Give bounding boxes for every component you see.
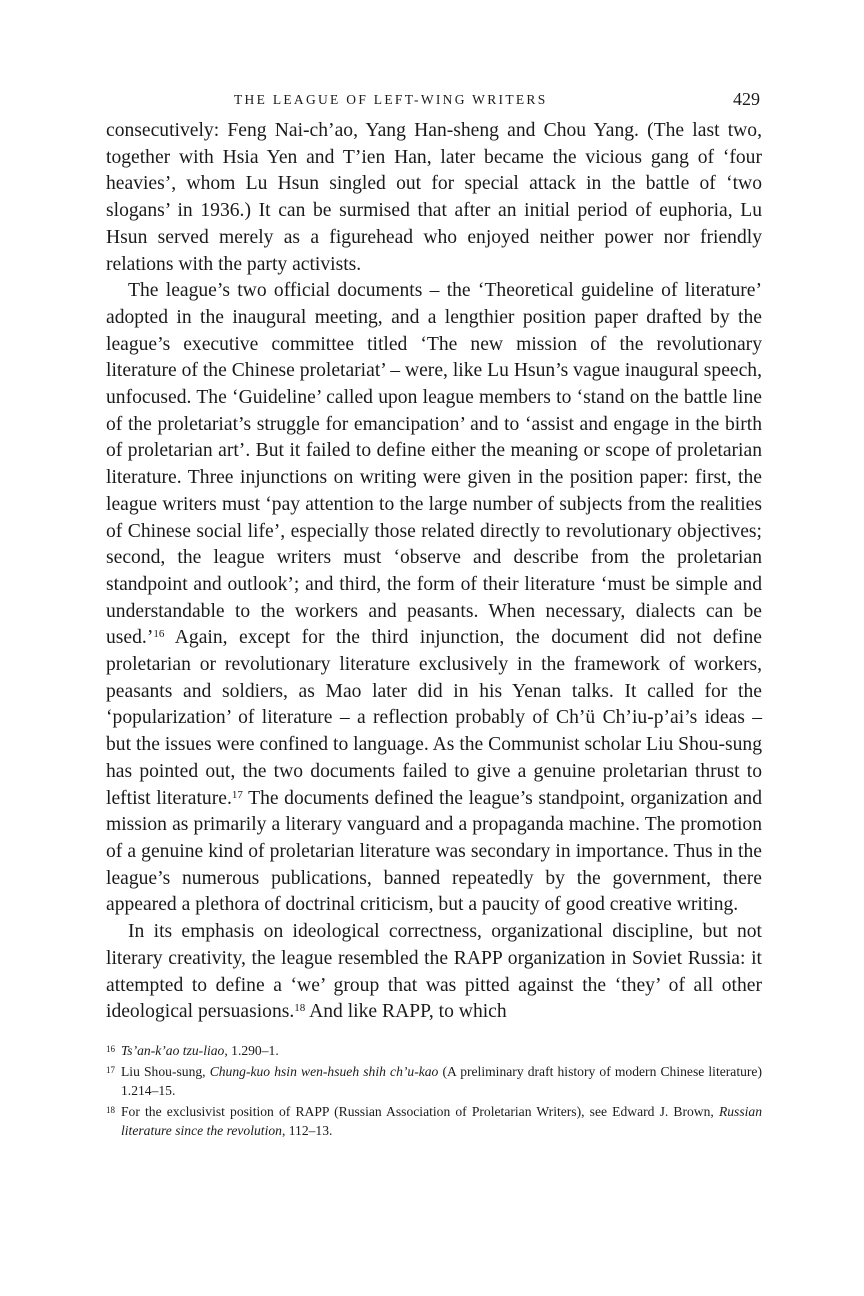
- paragraph-text: The documents defined the league’s standpoint, organization and mission as primarily a literary vanguard and a propaganda machine. The promotion of a genuine kind of proletarian literature was secondary in importance. Thus in the league’s numerous publications, banned repeatedly by the government, there appeared a plethora of doctrinal criticism, but a paucity of good creative writing.: [106, 787, 762, 916]
- footnote-number: 16: [106, 1043, 115, 1054]
- paragraph: [106, 278, 762, 919]
- paragraph-text: The league’s two official documents – the ‘Theoretical guideline of literature’ adopted in the inaugural meeting, and a lengthier position paper drafted by the league’s executive committee titled ‘The new mission of the revolutionary literature of the Chinese proletariat’ – were, like Lu Hsun’s vague inaugural speech, unfocused. The ‘Guideline’ called upon league members to ‘stand on the battle line of the proletariat’s struggle for emancipation’ and to ‘assist and engage in the birth of proletarian art’. But it failed to define either the meaning or scope of proletarian literature. Three injunctions on writing were given in the position paper: first, the league writers must ‘pay attention to the large number of subjects from the realities of Chinese social life’, especially those related directly to revolutionary objectives; second, the league writers must ‘observe and describe from the proletarian standpoint and outlook’; and third, the form of their literature ‘must be simple and understandable to the workers and peasants. When necessary, dialects can be used.’: [106, 280, 762, 649]
- running-header: [106, 88, 762, 118]
- footnote-text: (A preliminary draft history of modern Chinese literature) 1.214–15.: [121, 1063, 762, 1098]
- footnote-number: 17: [106, 1064, 115, 1075]
- footnote-reference: 17: [231, 788, 243, 801]
- footnote-title: Russian literature since the revolution: [121, 1103, 762, 1138]
- footnote-text: , 1.290–1.: [224, 1042, 279, 1058]
- footnote-reference: 18: [294, 1002, 306, 1015]
- paragraph-text: consecutively: Feng Nai-ch’ao, Yang Han-sheng and Chou Yang. (The last two, together with Hsia Yen and T’ien Han, later became the vicious gang of ‘four heavies’, whom Lu Hsun singled out for special attack in the battle of ‘two slogans’ in 1936.) It can be surmised that after an initial period of euphoria, Lu Hsun served merely as a figurehead who enjoyed neither power nor friendly relations with the party activists.: [106, 120, 762, 275]
- paragraph-text: And like RAPP, to which: [305, 1001, 507, 1023]
- footnote: [106, 1061, 762, 1100]
- footnote-reference: 16: [153, 628, 165, 641]
- footnote: [106, 1101, 762, 1140]
- paragraph-text: In its emphasis on ideological correctness, organizational discipline, but not literary creativity, the league resembled the RAPP organization in Soviet Russia: it attempted to define a ‘we’ group that was pitted against the ‘they’ of all other ideological persuasions.: [106, 921, 762, 1023]
- footnote-title: Chung-kuo hsin wen-hsueh shih ch’u-kao: [209, 1063, 439, 1079]
- paragraph: [106, 919, 762, 1026]
- footnote-number: 18: [106, 1104, 115, 1115]
- running-title: THE LEAGUE OF LEFT-WING WRITERS: [234, 92, 548, 107]
- footnote-title: Ts’an-k’ao tzu-liao: [121, 1042, 225, 1058]
- page-number: 429: [733, 89, 760, 109]
- paragraph: [106, 118, 762, 278]
- footnotes: [106, 1040, 762, 1140]
- body-text: [106, 118, 762, 1026]
- book-page: [106, 88, 762, 1141]
- paragraph-text: Again, except for the third injunction, the document did not define proletarian or revolutionary literature exclusively in the framework of workers, peasants and soldiers, as Mao later did in his Yenan talks. It called for the ‘popularization’ of literature – a reflection probably of Ch’ü Ch’iu-p’ai’s ideas – but the issues were confined to language. As the Communist scholar Liu Shou-sung has pointed out, the two documents failed to give a genuine proletarian thrust to leftist literature.: [106, 627, 762, 809]
- footnote-text: Liu Shou-sung,: [121, 1063, 210, 1079]
- footnote: [106, 1040, 762, 1060]
- footnote-text: For the exclusivist position of RAPP (Russian Association of Proletarian Writers), see Edward J. Brown,: [121, 1103, 719, 1119]
- footnote-text: , 112–13.: [281, 1122, 333, 1138]
